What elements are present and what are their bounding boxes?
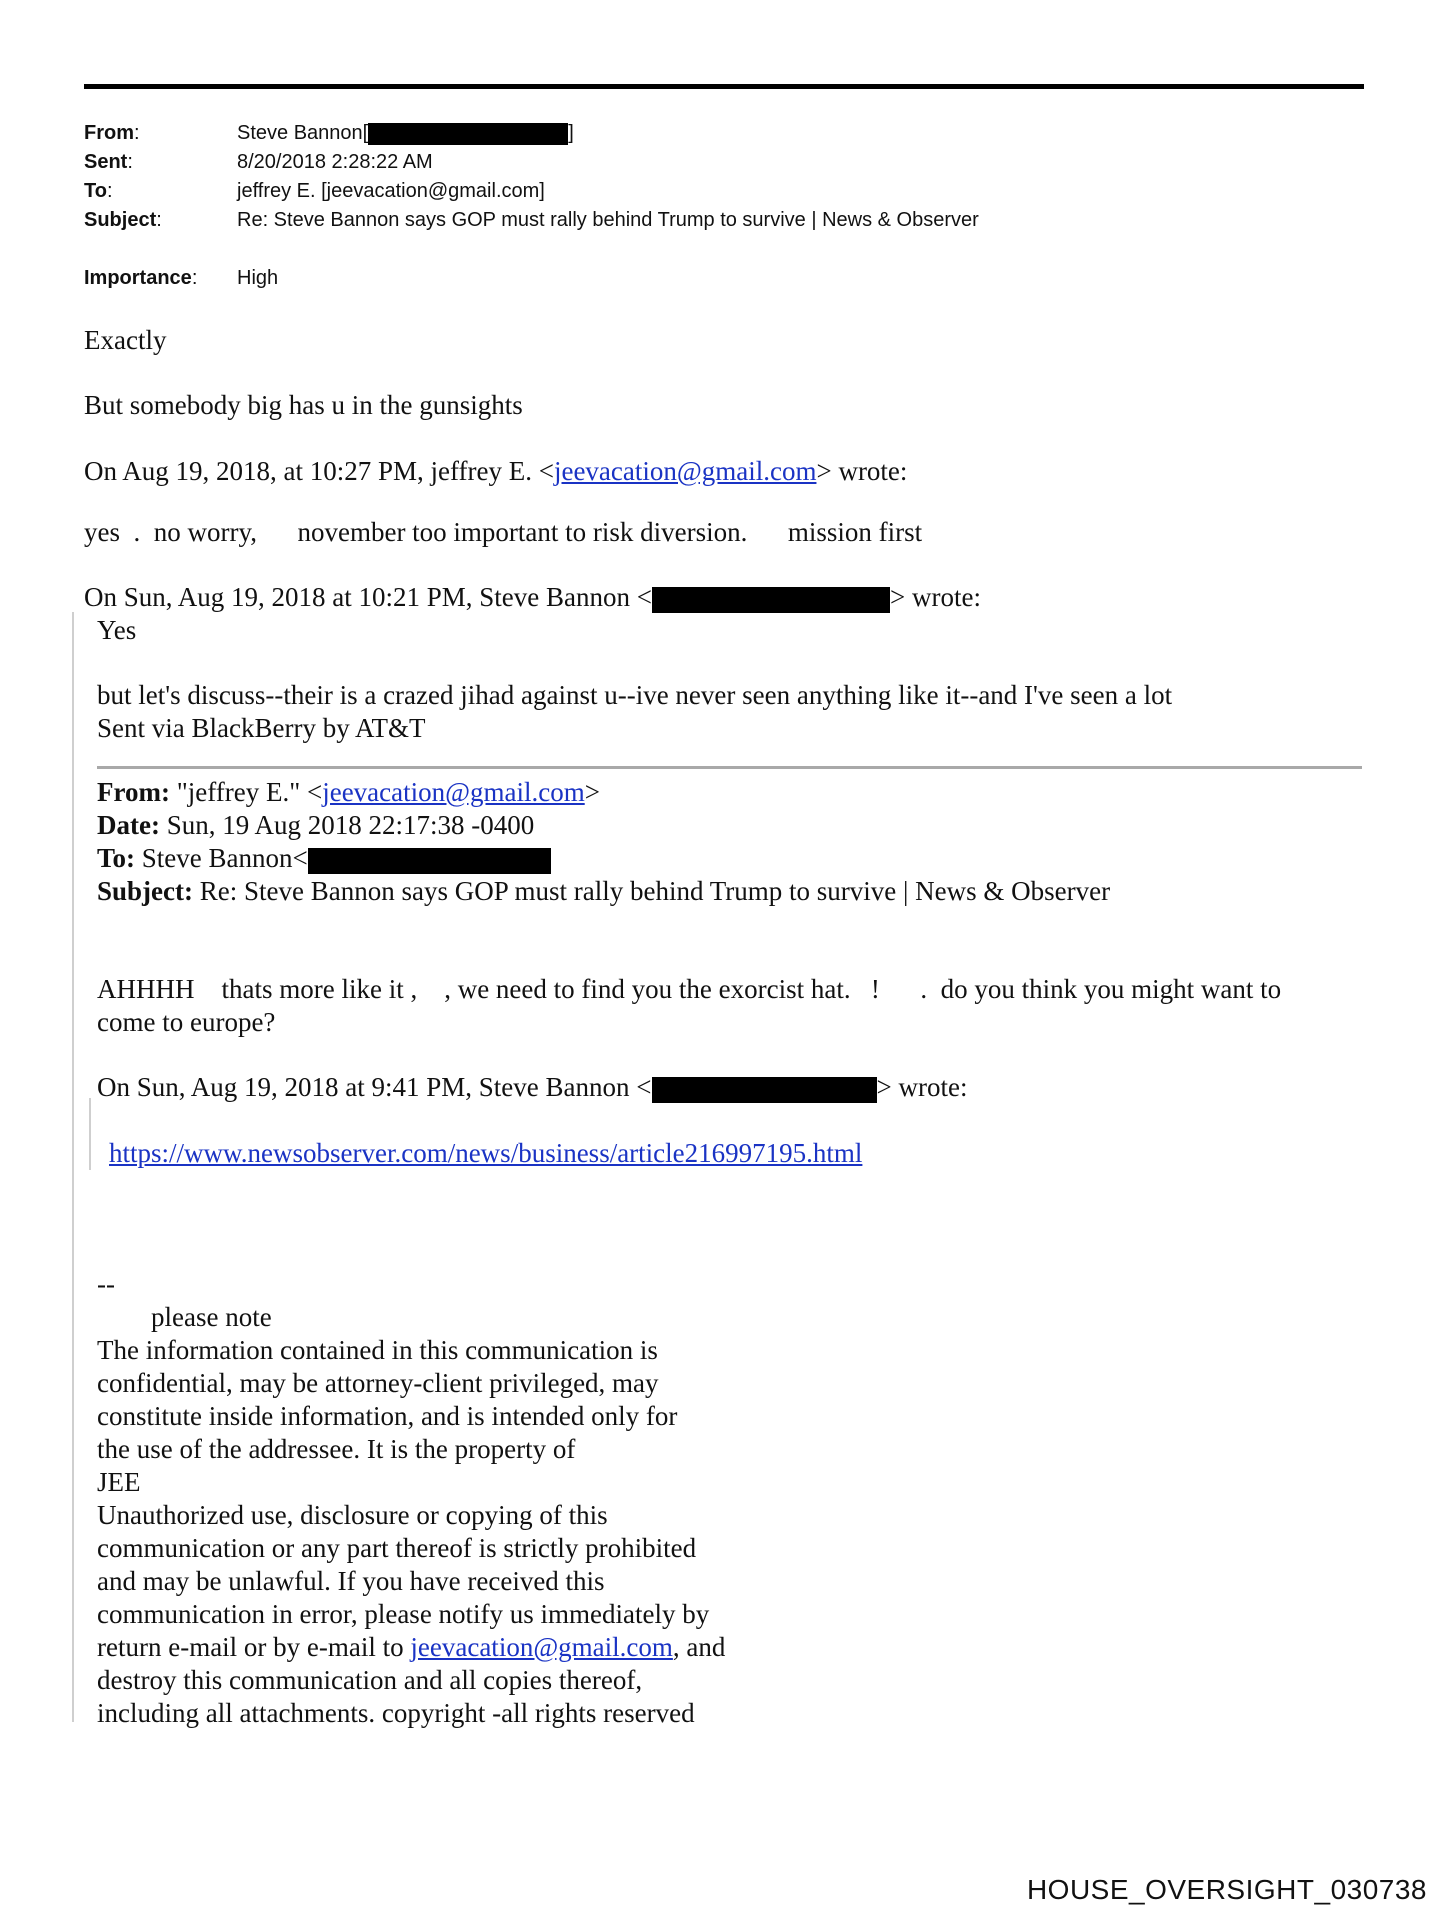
signature-line: communication or any part thereof is strictly prohibited: [97, 1533, 697, 1563]
quote1-text: yes . no worry, november too important to risk diversion. mission first: [84, 517, 923, 547]
signature-line: communication in error, please notify us immediately by: [97, 1599, 710, 1629]
article-url: [109, 1137, 862, 1170]
article-link[interactable]: https://www.newsobserver.com/news/business/article216997195.html: [109, 1138, 863, 1168]
signature-line: destroy this communication and all copies thereof,: [97, 1665, 643, 1695]
quote2-intro: On Sun, Aug 19, 2018 at 10:21 PM, Steve Bannon < > wrote:: [84, 582, 981, 612]
quote2-line-2: but let's discuss--their is a crazed jihad against u--ive never seen anything like it--and I've seen a lot: [97, 680, 1173, 710]
signature-line: Unauthorized use, disclosure or copying of this: [97, 1500, 608, 1530]
from-label: From: [84, 122, 134, 144]
sent-value: 8/20/2018 2:28:22 AM: [237, 151, 433, 173]
signature-line: return e-mail or by e-mail to jeevacation@gmail.com, and: [97, 1632, 726, 1662]
redaction-box: [652, 1077, 877, 1103]
quote2-line-3: Sent via BlackBerry by AT&T: [97, 713, 426, 743]
signature-line: confidential, may be attorney-client privileged, may: [97, 1368, 659, 1398]
redaction-box: [308, 848, 551, 874]
quote3-intro: On Sun, Aug 19, 2018 at 9:41 PM, Steve Bannon < > wrote:: [97, 1072, 968, 1102]
subject-label: Subject: [84, 209, 157, 231]
redaction-box: [368, 123, 568, 145]
document-id: HOUSE_OVERSIGHT_030738: [1026, 1874, 1427, 1905]
signature-line: The information contained in this communication is: [97, 1335, 658, 1365]
quote2-line-1: Yes: [97, 615, 137, 645]
signature-line: constitute inside information, and is intended only for: [97, 1401, 678, 1431]
quote1-intro: On Aug 19, 2018, at 10:27 PM, jeffrey E. <jeevacation@gmail.com> wrote:: [84, 456, 908, 486]
forward-subject: Subject: Re: Steve Bannon says GOP must rally behind Trump to survive | News & Observer: [97, 876, 1111, 906]
email-header: [84, 119, 979, 293]
header-rule: [84, 84, 1364, 89]
email-link[interactable]: jeevacation@gmail.com: [553, 456, 817, 486]
signature-line: JEE: [97, 1467, 141, 1497]
subject-value: Re: Steve Bannon says GOP must rally behind Trump to survive | News & Observer: [237, 209, 979, 231]
header-subject-row: Subject: Re: Steve Bannon says GOP must rally behind Trump to survive | News & Observer: [84, 206, 979, 235]
reply-line-2: But somebody big has u in the gunsights: [84, 390, 523, 420]
sent-label: Sent: [84, 151, 128, 173]
to-label: To: [84, 180, 107, 202]
signature-note: please note: [97, 1302, 272, 1332]
forward-date: Date: Sun, 19 Aug 2018 22:17:38 -0400: [97, 810, 535, 840]
from-value: Steve Bannon[: [237, 122, 369, 144]
forward-from: From: "jeffrey E." <jeevacation@gmail.com>: [97, 777, 600, 807]
reply-line-1: Exactly: [84, 325, 167, 355]
email-link[interactable]: jeevacation@gmail.com: [410, 1632, 673, 1662]
header-sent-row: Sent: 8/20/2018 2:28:22 AM: [84, 148, 979, 177]
header-from-row: From: Steve Bannon[ ]: [84, 122, 574, 144]
signature-dashes: --: [97, 1269, 115, 1299]
forward-body-line-2: come to europe?: [97, 1007, 276, 1037]
signature-line: the use of the addressee. It is the property of: [97, 1434, 576, 1464]
forward-to: To: Steve Bannon<: [97, 842, 551, 875]
from-close: ]: [568, 122, 574, 144]
redaction-box: [652, 587, 890, 613]
quote-bar: [72, 612, 74, 1722]
importance-value: High: [237, 267, 279, 289]
to-value: jeffrey E. [jeevacation@gmail.com]: [237, 180, 545, 202]
signature-line: including all attachments. copyright -all rights reserved: [97, 1698, 695, 1728]
email-link[interactable]: jeevacation@gmail.com: [322, 777, 585, 807]
importance-label: Importance: [84, 267, 192, 289]
forward-separator: [97, 766, 1362, 769]
quote-bar: [89, 1098, 91, 1170]
header-to-row: To: jeffrey E. [jeevacation@gmail.com]: [84, 177, 979, 206]
forward-body-line-1: AHHHH thats more like it , , we need to find you the exorcist hat. ! . do you think you might want to: [97, 974, 1282, 1004]
signature-line: and may be unlawful. If you have received this: [97, 1566, 605, 1596]
header-importance-row: Importance: High: [84, 264, 979, 293]
